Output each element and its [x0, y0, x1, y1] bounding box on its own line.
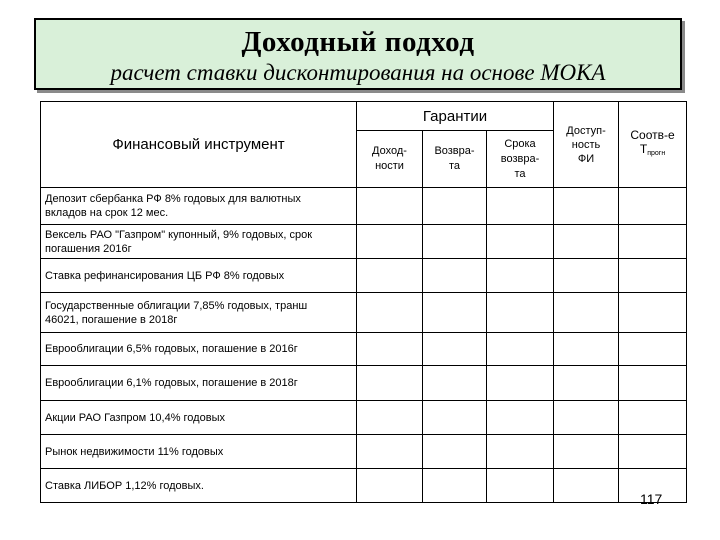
header-match-sub: прогн [647, 150, 666, 157]
table-cell [487, 188, 554, 225]
row-label-6 [41, 366, 357, 401]
page-number: 117 [640, 491, 663, 507]
table-cell [487, 293, 554, 333]
header-return-term [487, 131, 554, 188]
table-cell [487, 225, 554, 259]
row-label-5 [41, 333, 357, 366]
table-cell [423, 225, 487, 259]
row-1-line-2: вкладов на срок 12 мес. [45, 207, 169, 219]
table-cell [487, 333, 554, 366]
table-cell [619, 435, 687, 469]
table-cell [487, 259, 554, 293]
table-row [41, 333, 687, 366]
table-cell [357, 259, 423, 293]
table-cell [554, 293, 619, 333]
table-cell [423, 259, 487, 293]
table-row [41, 401, 687, 435]
instrument-table [40, 101, 687, 503]
table-row [41, 469, 687, 503]
row-label-4 [41, 293, 357, 333]
row-1-line-1: Депозит сбербанка РФ 8% годовых для валютных [45, 193, 301, 205]
row-7-line-1: Акции РАО Газпром 10,4% годовых [45, 411, 225, 424]
table-cell [423, 435, 487, 469]
table-cell [357, 435, 423, 469]
table-header-row-1 [41, 102, 687, 131]
row-6-line-1: Еврооблигации 6,1% годовых, погашение в 2018г [45, 377, 298, 389]
header-availability [554, 102, 619, 188]
table-cell [487, 401, 554, 435]
header-income-l1: Доход- [372, 145, 407, 157]
header-income [357, 131, 423, 188]
row-label-2 [41, 225, 357, 259]
slide-title: Доходный подход [241, 26, 475, 58]
slide-subtitle: расчет ставки дисконтирования на основе МОКА [110, 60, 606, 85]
table-row [41, 259, 687, 293]
row-4-line-1: Государственные облигации 7,85% годовых, транш [45, 299, 308, 312]
table-cell [423, 333, 487, 366]
table-cell [487, 469, 554, 503]
table-cell [619, 401, 687, 435]
row-4-line-2: 46021, погашение в 2018г [45, 313, 178, 326]
row-label-9 [41, 469, 357, 503]
header-guarantees: Гарантии [357, 102, 554, 131]
table-cell [357, 333, 423, 366]
table-row [41, 293, 687, 333]
table-cell [357, 469, 423, 503]
table-cell [423, 366, 487, 401]
header-term-l1: Срока [504, 137, 536, 150]
table-cell [423, 401, 487, 435]
table-cell [554, 225, 619, 259]
table-cell [619, 225, 687, 259]
table-cell [357, 225, 423, 259]
table-cell [423, 293, 487, 333]
row-2-line-1: Вексель РАО "Газпром" купонный, 9% годовых, срок [45, 228, 313, 241]
header-match-t: Т [639, 142, 648, 156]
table-cell [423, 469, 487, 503]
header-availability-l2: ность [571, 138, 601, 151]
row-8-line-1: Рынок недвижимости 11% годовых [45, 445, 224, 458]
row-label-7 [41, 401, 357, 435]
row-label-3 [41, 259, 357, 293]
table-cell [619, 259, 687, 293]
table-cell [619, 293, 687, 333]
table-cell [487, 435, 554, 469]
table-cell [619, 366, 687, 401]
table-cell [487, 366, 554, 401]
table-cell [554, 188, 619, 225]
header-instrument: Финансовый инструмент [41, 102, 357, 188]
table-cell [619, 333, 687, 366]
table-cell [554, 333, 619, 366]
header-term-l2: возвра- [500, 152, 540, 165]
row-9-line-1: Ставка ЛИБОР 1,12% годовых. [45, 479, 204, 492]
header-match [619, 102, 687, 188]
row-label-1 [41, 188, 357, 225]
table-cell [357, 366, 423, 401]
table-cell [554, 469, 619, 503]
table-cell [554, 401, 619, 435]
table-row [41, 435, 687, 469]
table-cell [554, 366, 619, 401]
table-cell [554, 259, 619, 293]
table-cell [357, 188, 423, 225]
row-5-line-1: Еврооблигации 6,5% годовых, погашение в 2016г [45, 343, 298, 355]
table-cell [357, 293, 423, 333]
table-cell [619, 188, 687, 225]
table-cell [357, 401, 423, 435]
title-banner [34, 18, 682, 90]
header-match-l1: Соотв-е [630, 128, 675, 142]
header-term-l3: та [514, 167, 526, 180]
header-return-l2: та [448, 160, 461, 172]
header-return [423, 131, 487, 188]
table-row [41, 366, 687, 401]
table-cell [423, 188, 487, 225]
row-2-line-2: погашения 2016г [45, 242, 132, 255]
table-row [41, 225, 687, 259]
table-row [41, 188, 687, 225]
row-3-line-1: Ставка рефинансирования ЦБ РФ 8% годовых [45, 269, 285, 282]
header-availability-l1: Доступ- [566, 124, 606, 137]
header-income-l2: ности [375, 160, 404, 172]
row-label-8 [41, 435, 357, 469]
header-availability-l3: ФИ [577, 152, 595, 165]
header-return-l1: Возвра- [434, 145, 475, 157]
table-cell [554, 435, 619, 469]
